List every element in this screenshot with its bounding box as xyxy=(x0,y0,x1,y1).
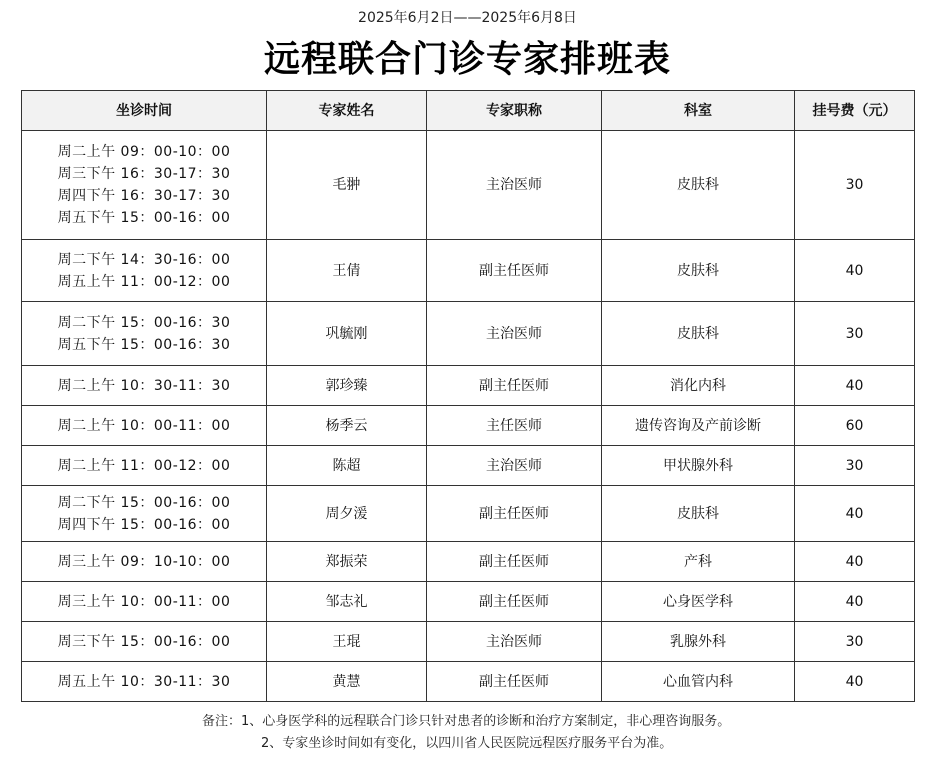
table-row xyxy=(22,662,915,702)
expert-title: 副主任医师 xyxy=(427,662,602,702)
table-row xyxy=(22,366,915,406)
registration-fee: 30 xyxy=(795,131,915,240)
department: 心身医学科 xyxy=(602,582,795,622)
expert-name: 周夕湲 xyxy=(267,486,427,542)
column-header-fee: 挂号费（元） xyxy=(795,91,915,131)
expert-title: 主治医师 xyxy=(427,622,602,662)
column-header-dept: 科室 xyxy=(602,91,795,131)
time-cell xyxy=(22,446,267,486)
expert-title: 主治医师 xyxy=(427,446,602,486)
registration-fee: 40 xyxy=(795,486,915,542)
time-slot: 周五下午 15：00-16：30 xyxy=(57,336,231,353)
table-row xyxy=(22,622,915,662)
department: 甲状腺外科 xyxy=(602,446,795,486)
expert-title: 主治医师 xyxy=(427,302,602,366)
expert-title: 副主任医师 xyxy=(427,240,602,302)
registration-fee: 40 xyxy=(795,240,915,302)
registration-fee: 40 xyxy=(795,366,915,406)
expert-name: 郭珍臻 xyxy=(267,366,427,406)
table-row xyxy=(22,240,915,302)
expert-name: 杨季云 xyxy=(267,406,427,446)
time-slot: 周三上午 09：10-10：00 xyxy=(57,553,231,570)
expert-title: 副主任医师 xyxy=(427,366,602,406)
schedule-table xyxy=(21,90,915,702)
time-cell xyxy=(22,131,267,240)
department: 消化内科 xyxy=(602,366,795,406)
registration-fee: 30 xyxy=(795,446,915,486)
time-slot: 周二下午 15：00-16：30 xyxy=(57,314,231,331)
registration-fee: 60 xyxy=(795,406,915,446)
time-cell xyxy=(22,486,267,542)
time-slot: 周五下午 15：00-16：00 xyxy=(57,210,231,226)
department: 皮肤科 xyxy=(602,240,795,302)
time-slot: 周三上午 10：00-11：00 xyxy=(57,593,231,610)
expert-name: 王倩 xyxy=(267,240,427,302)
registration-fee: 30 xyxy=(795,302,915,366)
expert-name: 黄慧 xyxy=(267,662,427,702)
time-cell xyxy=(22,582,267,622)
time-cell xyxy=(22,542,267,582)
time-slot: 周二上午 10：30-11：30 xyxy=(57,377,231,394)
time-slot: 周三下午 15：00-16：00 xyxy=(57,633,231,650)
time-slot: 周四下午 15：00-16：00 xyxy=(57,516,231,533)
department: 皮肤科 xyxy=(602,131,795,240)
column-header-title: 专家职称 xyxy=(427,91,602,131)
table-row xyxy=(22,542,915,582)
time-cell xyxy=(22,622,267,662)
expert-name: 王琨 xyxy=(267,622,427,662)
table-row xyxy=(22,406,915,446)
time-cell xyxy=(22,662,267,702)
time-slot: 周二下午 14：30-16：00 xyxy=(57,251,231,268)
table-row xyxy=(22,131,915,240)
time-slot: 周三下午 16：30-17：30 xyxy=(57,166,231,182)
column-header-time: 坐诊时间 xyxy=(22,91,267,131)
expert-name: 毛翀 xyxy=(267,131,427,240)
time-slot: 周二上午 10：00-11：00 xyxy=(57,417,231,434)
expert-title: 副主任医师 xyxy=(427,582,602,622)
time-slot: 周五上午 10：30-11：30 xyxy=(57,673,231,690)
expert-name: 陈超 xyxy=(267,446,427,486)
table-header-row xyxy=(22,91,915,131)
note-2: 2、专家坐诊时间如有变化，以四川省人民医院远程医疗服务平台为准。 xyxy=(261,736,673,751)
registration-fee: 30 xyxy=(795,622,915,662)
table-row xyxy=(22,302,915,366)
table-row xyxy=(22,582,915,622)
expert-name: 巩毓刚 xyxy=(267,302,427,366)
table-body xyxy=(22,131,915,702)
time-slot: 周五上午 11：00-12：00 xyxy=(57,273,231,290)
time-slot: 周二上午 09：00-10：00 xyxy=(57,144,231,160)
notes xyxy=(0,711,935,755)
time-cell xyxy=(22,302,267,366)
department: 乳腺外科 xyxy=(602,622,795,662)
time-cell xyxy=(22,240,267,302)
department: 皮肤科 xyxy=(602,302,795,366)
department: 遗传咨询及产前诊断 xyxy=(602,406,795,446)
department: 皮肤科 xyxy=(602,486,795,542)
column-header-name: 专家姓名 xyxy=(267,91,427,131)
time-cell xyxy=(22,406,267,446)
expert-name: 邹志礼 xyxy=(267,582,427,622)
registration-fee: 40 xyxy=(795,662,915,702)
expert-title: 主治医师 xyxy=(427,131,602,240)
time-slot: 周二下午 15：00-16：00 xyxy=(57,494,231,511)
time-cell xyxy=(22,366,267,406)
time-slot: 周四下午 16：30-17：30 xyxy=(57,188,231,204)
expert-name: 郑振荣 xyxy=(267,542,427,582)
date-range: 2025年6月2日——2025年6月8日 xyxy=(358,10,577,26)
page-title: 远程联合门诊专家排班表 xyxy=(263,39,671,80)
department: 产科 xyxy=(602,542,795,582)
registration-fee: 40 xyxy=(795,582,915,622)
expert-title: 副主任医师 xyxy=(427,542,602,582)
expert-title: 主任医师 xyxy=(427,406,602,446)
department: 心血管内科 xyxy=(602,662,795,702)
expert-title: 副主任医师 xyxy=(427,486,602,542)
time-slot: 周二上午 11：00-12：00 xyxy=(57,457,231,474)
table-row xyxy=(22,486,915,542)
table-row xyxy=(22,446,915,486)
registration-fee: 40 xyxy=(795,542,915,582)
note-1: 备注：1、心身医学科的远程联合门诊只针对患者的诊断和治疗方案制定，非心理咨询服务。 xyxy=(202,714,731,729)
